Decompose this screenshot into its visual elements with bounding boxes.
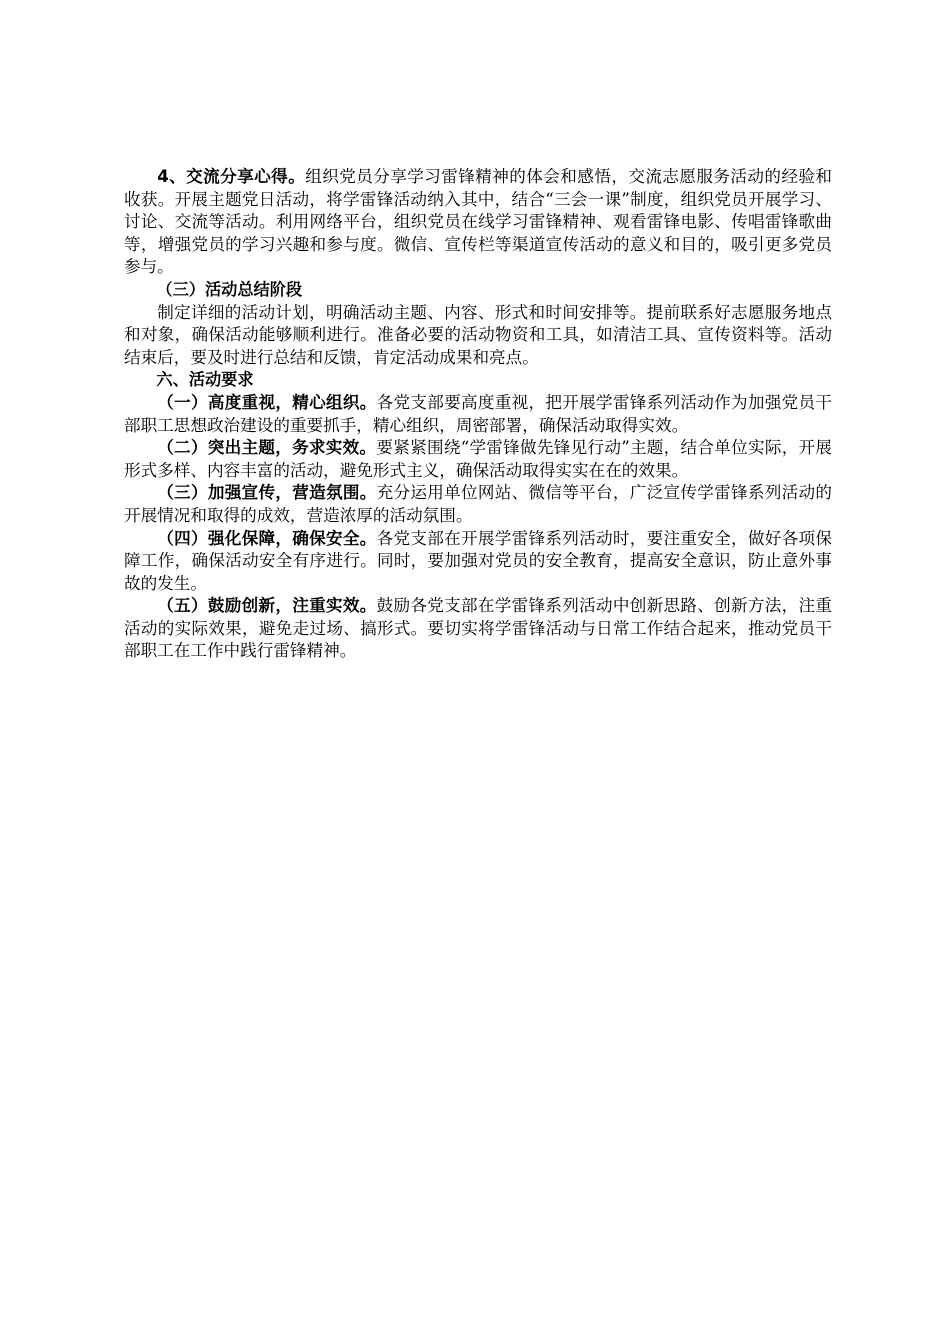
requirement-lead: （一）高度重视，精心组织。 — [157, 392, 377, 412]
requirement-lead: （二）突出主题，务求实效。 — [157, 438, 377, 458]
section-heading-summary-stage: （三）活动总结阶段 — [156, 279, 303, 299]
requirement-item-2 — [124, 437, 832, 482]
requirement-item-5 — [124, 595, 832, 663]
requirement-lead: （三）加强宣传，营造氛围。 — [157, 483, 377, 503]
requirement-lead: （五）鼓励创新，注重实效。 — [157, 596, 377, 616]
requirement-item-3 — [124, 482, 832, 527]
section-heading-requirements: 六、活动要求 — [156, 370, 254, 390]
paragraph-summary-stage: 制定详细的活动计划，明确活动主题、内容、形式和时间安排等。提前联系好志愿服务地点和对象，确保活动能够顺利进行。准备必要的活动物资和工具，如清洁工具、宣传资料等。活动结束后，要及时进行总结和反馈，肯定活动成果和亮点。 — [124, 302, 832, 367]
requirement-text: 各党支部要高度重视，把开展学雷锋系列活动作为加强党员干部职工思想政治建设的重要抓手，精心组织，周密部署，确保活动取得实效。 — [124, 392, 832, 435]
requirement-item-4 — [124, 528, 832, 596]
requirement-text: 各党支部在开展学雷锋系列活动时，要注重安全，做好各项保障工作，确保活动安全有序进行。同时，要加强对党员的安全教育，提高安全意识，防止意外事故的发生。 — [124, 528, 832, 593]
requirement-lead: （四）强化保障，确保安全。 — [157, 528, 377, 548]
requirement-text: 鼓励各党支部在学雷锋系列活动中创新思路、创新方法，注重活动的实际效果，避免走过场、搞形式。要切实将学雷锋活动与日常工作结合起来，推动党员干部职工在工作中践行雷锋精神。 — [124, 596, 832, 661]
requirement-item-1 — [124, 392, 832, 437]
document-body — [124, 166, 832, 663]
paragraph-lead: 4、交流分享心得。 — [157, 167, 306, 186]
requirement-text: 要紧紧围绕“学雷锋做先锋见行动”主题，结合单位实际，开展形式多样、内容丰富的活动，避免形式主义，确保活动取得实实在在的效果。 — [124, 438, 833, 480]
requirement-text: 充分运用单位网站、微信等平台，广泛宣传学雷锋系列活动的开展情况和取得的成效，营造浓厚的活动氛围。 — [124, 483, 832, 525]
paragraph-text: 组织党员分享学习雷锋精神的体会和感悟，交流志愿服务活动的经验和收获。开展主题党日活动，将学雷锋活动纳入其中，结合“三会一课”制度，组织党员开展学习、讨论、交流等活动。利用网络平台，组织党员在线学习雷锋精神、观看雷锋电影、传唱雷锋歌曲等，增强党员的学习兴趣和参与度。微信、宣传栏等渠道宣传活动的意义和目的，吸引更多党员参与。 — [124, 167, 832, 277]
paragraph-exchange-experience — [124, 166, 832, 279]
